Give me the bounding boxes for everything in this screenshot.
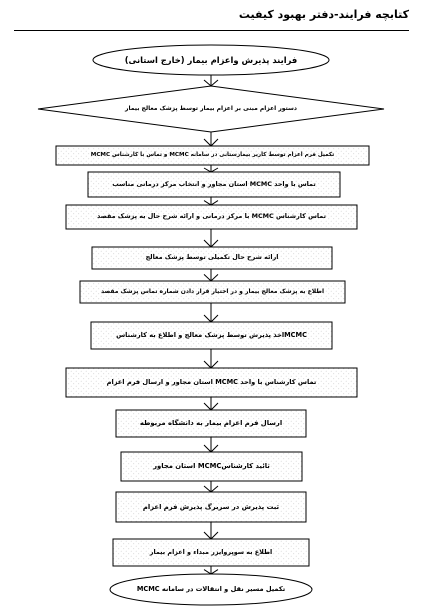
flow-node-shape-s2 xyxy=(88,172,340,197)
flow-node-shape-s5 xyxy=(80,281,345,303)
flow-node-label-s10: ثبت پذیرش در سربرگ پذیرش فرم اعزام xyxy=(142,502,280,511)
flow-node-label-s11: اطلاع به سوپروایزر مبداء و اعزام بیمار xyxy=(149,547,273,556)
flow-node-label-order: دستور اعزام مبنی بر اعزام بیمار توسط پزشک معالج بیمار xyxy=(125,105,297,113)
flow-node-label-s4: ارائه شرح حال تکمیلی توسط پزشک معالج xyxy=(145,253,279,262)
flow-node-label-s2: تماس با واحد MCMC استان مجاور و انتخاب مرکز درمانی مناسب xyxy=(112,179,316,188)
flow-arrow xyxy=(204,397,218,410)
flow-arrow xyxy=(204,481,218,492)
flow-arrow xyxy=(204,132,218,146)
flow-node-label-s3: تماس کارشناس MCMC با مرکز درمانی و ارائه شرح حال به پزشک مقصد xyxy=(97,212,326,221)
flow-node-label-s5: اطلاع به پزشک معالج بیمار و در اختیار قرار دادن شماره تماس پزشک مقصد xyxy=(101,288,324,296)
flow-node-shape-s8 xyxy=(116,410,306,437)
flow-node-shape-s4 xyxy=(92,247,332,269)
flow-node-label-s9: تائید کارشناسMCMC استان مجاور xyxy=(153,462,270,471)
flow-arrow xyxy=(204,75,218,86)
flow-arrow xyxy=(204,566,218,574)
flow-node-label-end: تکمیل مسیر نقل و انتقالات در سامانه MCMC xyxy=(136,584,286,593)
flow-node-label-s1: تکمیل فرم اعزام توسط کاربر بیمارستانی در سامانه MCMC و تماس با کارشناس MCMC xyxy=(90,152,335,159)
flow-arrow xyxy=(204,197,218,205)
flow-node-shape-s7 xyxy=(66,368,357,397)
flow-arrow xyxy=(204,303,218,322)
flow-node-label-s6: MCMCاخذ پذیرش توسط پزشک معالج و اطلاع به کارشناس xyxy=(116,330,307,339)
flow-node-label-s8: ارسال فرم اعزام بیمار به دانشگاه مربوطه xyxy=(139,419,283,428)
flow-node-shape-order xyxy=(38,86,384,132)
flow-arrow xyxy=(204,349,218,368)
flow-node-label-start: فرایند پذیرش واعزام بیمار (خارج استانی) xyxy=(124,54,298,65)
flow-arrow xyxy=(204,229,218,247)
flow-node-shape-s3 xyxy=(66,205,357,229)
flow-node-shape-s10 xyxy=(116,492,306,522)
flow-arrow xyxy=(204,269,218,281)
flow-node-shape-end xyxy=(110,574,312,605)
flow-arrow xyxy=(204,522,218,539)
flow-node-shape-start xyxy=(93,45,329,75)
flow-node-shape-s11 xyxy=(113,539,309,566)
flow-node-shape-s9 xyxy=(121,452,302,481)
flow-arrow xyxy=(204,437,218,452)
flow-node-shape-s1 xyxy=(56,146,369,165)
flow-arrow xyxy=(204,165,218,172)
header-title: کتابچه فرایند-دفتر بهبود کیفیت xyxy=(238,8,409,21)
flow-node-shape-s6 xyxy=(91,322,332,349)
flow-node-label-s7: تماس کارشناس با واحد MCMC استان مجاور و ارسال فرم اعزام xyxy=(106,377,317,386)
